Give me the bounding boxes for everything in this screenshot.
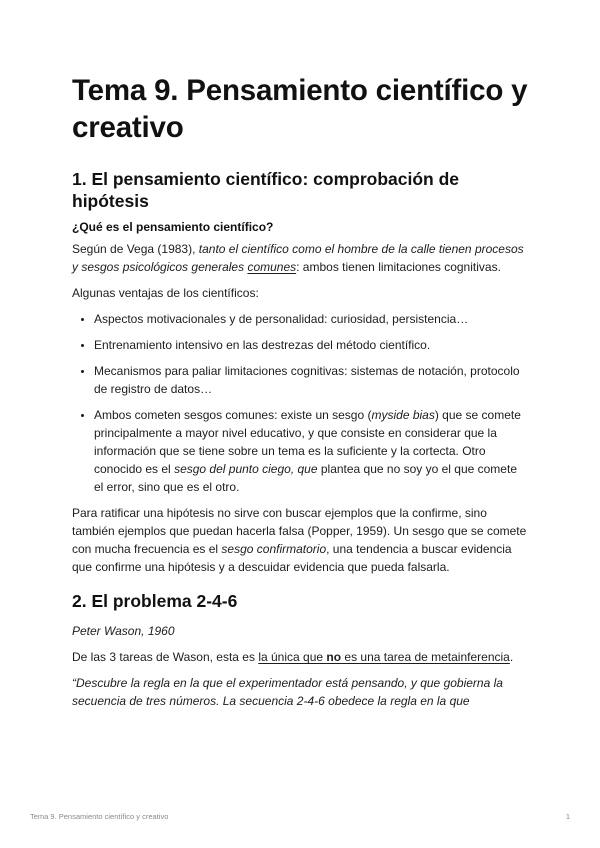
para-text: De las 3 tareas de Wason, esta es xyxy=(72,650,259,664)
quote-italic: “Descubre la regla en la que el experimentador está pensando, y que gobierna la secuencia de tres números. La secuencia 2-4-6 obedece la regla en la que xyxy=(72,676,503,708)
list-item: • Entrenamiento intensivo en las destrezas del método científico. xyxy=(94,336,528,354)
document-page xyxy=(72,72,528,718)
page-footer xyxy=(30,812,570,821)
list-item xyxy=(94,406,528,496)
para-text: : ambos tienen limitaciones cognitivas. xyxy=(296,260,501,274)
list-text: plantea que no soy yo el que comete el error, sino que es el otro. xyxy=(94,462,517,494)
section-1-paragraph-2: Algunas ventajas de los científicos: xyxy=(72,286,259,300)
list-item: • Aspectos motivacionales y de personalidad: curiosidad, persistencia… xyxy=(94,310,528,328)
para-text: . xyxy=(509,650,514,664)
list-item: • Mecanismos para paliar limitaciones cognitivas: sistemas de notación, protocolo de registro de datos… xyxy=(94,362,528,398)
section-2-heading: 2. El problema 2-4-6 xyxy=(72,591,238,611)
advantages-list xyxy=(72,310,528,496)
section-1-heading: 1. El pensamiento científico: comprobación de hipótesis xyxy=(72,169,460,211)
para-italic: sesgo confirmatorio xyxy=(221,542,327,556)
section-1-paragraph-1 xyxy=(72,240,528,276)
para-text: Para ratificar una hipótesis no sirve con buscar ejemplos que la confirme, sino también ejemplos que puedan hacerla falsa (Popper, 1959). Un sesgo que se comete con mucha frecuencia es el xyxy=(72,506,527,556)
list-text: Ambos cometen sesgos comunes: existe un sesgo ( xyxy=(94,408,372,422)
footer-title: Tema 9. Pensamiento científico y creativo xyxy=(30,812,169,821)
para-text: es una tarea de metainferencia xyxy=(341,650,510,664)
para-underlined: comunes xyxy=(247,260,297,274)
para-italic: tanto el científico como el hombre de la calle tienen procesos y sesgos psicológicos generales xyxy=(72,242,524,274)
underlined-phrase xyxy=(258,650,510,664)
section-2-author xyxy=(72,622,528,640)
page-number: 1 xyxy=(565,812,570,821)
section-2-paragraph-1 xyxy=(72,648,528,666)
page-title: Tema 9. Pensamiento científico y creativo xyxy=(72,74,528,144)
section-2-quote xyxy=(72,674,528,710)
list-text: ) que se comete principalmente a mayor nivel educativo, y que consiste en considerar que la información que se tiene sobre un tema es la suficiente y la cortecta. Otro conocido es el xyxy=(94,408,521,476)
section-1-subheading: ¿Qué es el pensamiento científico? xyxy=(72,220,274,234)
author-italic: Peter Wason, 1960 xyxy=(72,624,175,638)
list-italic: myside bias xyxy=(371,408,435,422)
para-text: Según de Vega (1983), xyxy=(72,242,199,256)
para-bold: no xyxy=(326,650,342,664)
section-1-paragraph-3 xyxy=(72,504,528,576)
para-text: , una tendencia a buscar evidencia que confirme una hipótesis y a descuidar evidencia que pueda falsarla. xyxy=(72,542,512,574)
list-italic: sesgo del punto ciego, que xyxy=(174,462,318,476)
para-text: la única que xyxy=(258,650,327,664)
